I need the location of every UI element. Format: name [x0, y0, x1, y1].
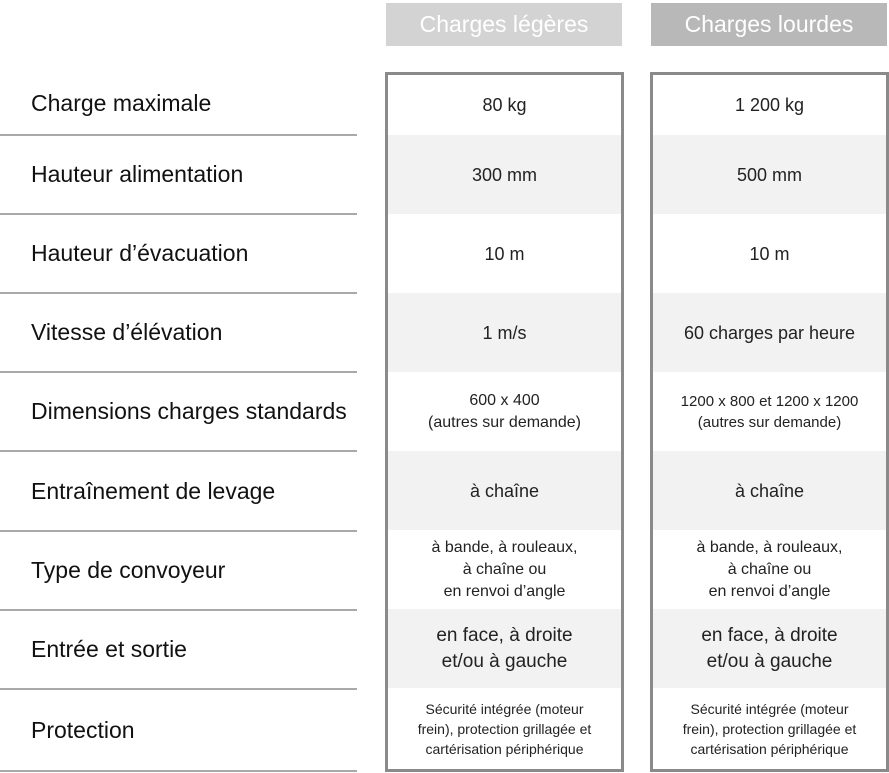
cell-text: à bande, à rouleaux,	[431, 538, 578, 556]
cell-text: 60 charges par heure	[683, 322, 856, 343]
row-label-entree-sortie: Entrée et sortie	[31, 636, 187, 662]
cell-text: en renvoi d’angle	[708, 582, 831, 600]
row-label-hauteur-alimentation: Hauteur alimentation	[31, 161, 244, 187]
row-label-charge-maximale: Charge maximale	[31, 89, 212, 116]
row-label-type-convoyeur: Type de convoyeur	[31, 557, 226, 583]
cell-light-entree-sortie	[388, 609, 621, 688]
cell-text: (autres sur demande)	[697, 413, 842, 431]
cell-text: et/ou à gauche	[441, 650, 568, 672]
row-divider	[0, 770, 357, 772]
cell-text: frein), protection grillagée et	[417, 720, 592, 737]
cell-text: 10 m	[484, 243, 525, 264]
header-charges-legeres: Charges légères	[386, 3, 622, 46]
cell-text: en face, à droite	[436, 624, 573, 646]
cell-text: Sécurité intégrée (moteur	[425, 700, 584, 717]
cell-text: 1 m/s	[482, 322, 527, 343]
cell-text: et/ou à gauche	[706, 650, 833, 672]
row-label-entrainement: Entraînement de levage	[31, 477, 276, 504]
cell-light-entrainement	[388, 451, 621, 530]
cell-text: 600 x 400	[469, 391, 540, 409]
cell-heavy-vitesse-elevation	[653, 293, 886, 372]
cell-heavy-entree-sortie	[653, 609, 886, 688]
cell-text: à chaîne ou	[727, 560, 812, 578]
cell-heavy-entrainement	[653, 451, 886, 530]
cell-heavy-hauteur-evacuation	[653, 214, 886, 293]
cell-text: 300 mm	[471, 164, 538, 185]
row-label-hauteur-evacuation: Hauteur d’évacuation	[31, 240, 249, 266]
cell-heavy-charge-maximale	[653, 75, 886, 135]
cell-light-vitesse-elevation	[388, 293, 621, 372]
row-label-dimensions: Dimensions charges standards	[31, 398, 347, 424]
cell-text: cartérisation périphérique	[690, 740, 849, 757]
cell-heavy-protection	[653, 688, 886, 769]
cell-light-charge-maximale	[388, 75, 621, 135]
row-label-vitesse-elevation: Vitesse d’élévation	[31, 319, 223, 345]
cell-light-dimensions	[388, 372, 621, 451]
cell-text: Sécurité intégrée (moteur	[690, 700, 849, 717]
cell-text: 10 m	[749, 243, 790, 264]
cell-text: 1200 x 800 et 1200 x 1200	[680, 392, 859, 410]
cell-text: cartérisation périphérique	[425, 740, 584, 757]
cell-light-hauteur-evacuation	[388, 214, 621, 293]
cell-heavy-hauteur-alimentation	[653, 135, 886, 214]
cell-heavy-type-convoyeur	[653, 530, 886, 609]
row-label-protection: Protection	[31, 716, 135, 743]
cell-text: en face, à droite	[701, 624, 838, 646]
cell-text: 1 200 kg	[734, 95, 805, 115]
cell-text: 80 kg	[482, 95, 527, 115]
column-charges-lourdes	[650, 72, 889, 772]
cell-text: à bande, à rouleaux,	[696, 538, 843, 556]
cell-text: (autres sur demande)	[428, 413, 581, 431]
cell-text: à chaîne	[734, 480, 805, 501]
header-charges-lourdes: Charges lourdes	[651, 3, 887, 46]
cell-light-protection	[388, 688, 621, 769]
cell-text: en renvoi d’angle	[443, 582, 566, 600]
cell-text: à chaîne ou	[462, 560, 547, 578]
cell-heavy-dimensions	[653, 372, 886, 451]
column-charges-legeres	[385, 72, 624, 772]
cell-text: frein), protection grillagée et	[682, 720, 857, 737]
cell-light-hauteur-alimentation	[388, 135, 621, 214]
cell-text: à chaîne	[469, 480, 540, 501]
cell-text: 500 mm	[736, 164, 803, 185]
cell-light-type-convoyeur	[388, 530, 621, 609]
